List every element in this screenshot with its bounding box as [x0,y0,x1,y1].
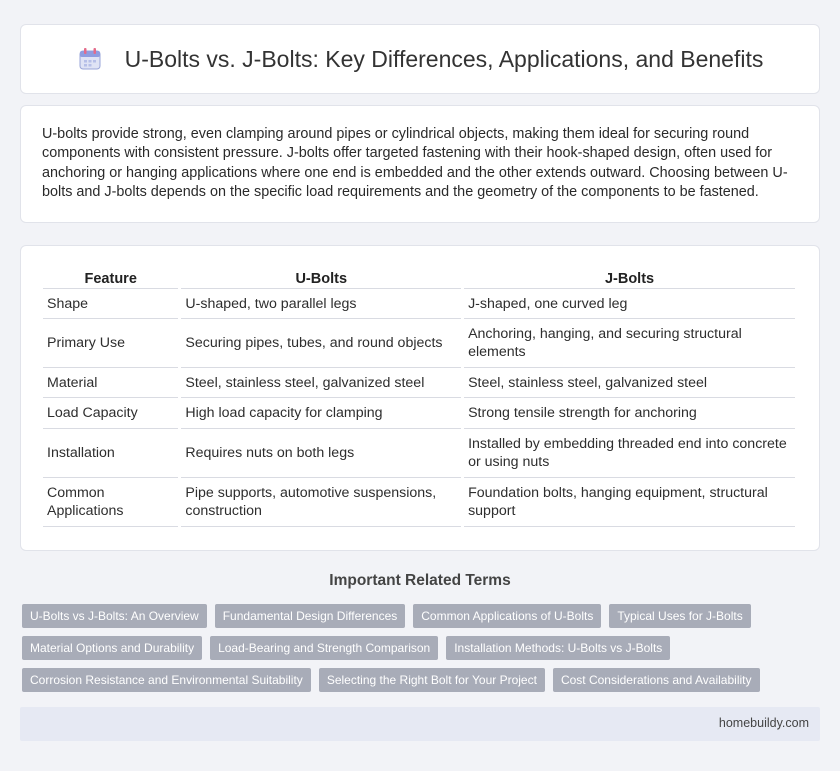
intro-card [20,105,820,223]
related-term-chip[interactable]: Typical Uses for J-Bolts [609,604,750,628]
table-row [43,368,795,398]
table-row [43,398,795,429]
related-term-chip[interactable]: Cost Considerations and Availability [553,668,760,692]
feature-cell: Material [43,368,178,398]
page-title: U-Bolts vs. J-Bolts: Key Differences, Applications, and Benefits [124,45,764,72]
related-terms-list [22,604,822,700]
u-bolts-cell: Pipe supports, automotive suspensions, construction [181,478,461,527]
chip-row [22,636,822,660]
feature-cell: Load Capacity [43,398,178,429]
feature-cell: Primary Use [43,319,178,368]
u-bolts-cell: High load capacity for clamping [181,398,461,429]
related-term-chip[interactable]: Selecting the Right Bolt for Your Project [319,668,545,692]
j-bolts-cell: Foundation bolts, hanging equipment, structural support [464,478,795,527]
j-bolts-cell: Steel, stainless steel, galvanized steel [464,368,795,398]
table-row [43,289,795,319]
u-bolts-cell: Steel, stainless steel, galvanized steel [181,368,461,398]
footer [20,707,820,741]
feature-cell: Common Applications [43,478,178,527]
related-term-chip[interactable]: Load-Bearing and Strength Comparison [210,636,438,660]
intro-paragraph: U-bolts provide strong, even clamping around pipes or cylindrical objects, making them ideal for securing round components with consistent pressure. J-bolts offer targeted fastening with their hook-shaped design, often used for anchoring or hanging applications where one end is embedded and the other extends outward. Choosing between U-bolts and J-bolts depends on the specific load requirements and the geometry of the components to be fastened. [42,126,788,200]
related-term-chip[interactable]: Fundamental Design Differences [215,604,406,628]
u-bolts-cell: U-shaped, two parallel legs [181,289,461,319]
related-term-chip[interactable]: Material Options and Durability [22,636,202,660]
feature-cell: Shape [43,289,178,319]
related-term-chip[interactable]: Common Applications of U-Bolts [413,604,601,628]
chip-row [22,604,822,628]
comparison-card [20,245,820,551]
header-u-bolts: U-Bolts [181,268,461,289]
u-bolts-cell: Requires nuts on both legs [181,429,461,478]
table-row [43,319,795,368]
calendar-icon [77,46,103,72]
title-card [20,24,820,94]
j-bolts-cell: Installed by embedding threaded end into concrete or using nuts [464,429,795,478]
related-term-chip[interactable]: Installation Methods: U-Bolts vs J-Bolts [446,636,670,660]
footer-site[interactable]: homebuildy.com [718,716,809,730]
related-term-chip[interactable]: Corrosion Resistance and Environmental Suitability [22,668,311,692]
j-bolts-cell: Anchoring, hanging, and securing structural elements [464,319,795,368]
feature-cell: Installation [43,429,178,478]
chip-row [22,668,822,692]
comparison-table [40,268,798,527]
table-row [43,429,795,478]
related-terms-title: Important Related Terms [329,572,511,589]
header-j-bolts: J-Bolts [464,268,795,289]
table-header-row [43,268,795,289]
header-feature: Feature [43,268,178,289]
j-bolts-cell: Strong tensile strength for anchoring [464,398,795,429]
j-bolts-cell: J-shaped, one curved leg [464,289,795,319]
table-row [43,478,795,527]
related-term-chip[interactable]: U-Bolts vs J-Bolts: An Overview [22,604,207,628]
u-bolts-cell: Securing pipes, tubes, and round objects [181,319,461,368]
